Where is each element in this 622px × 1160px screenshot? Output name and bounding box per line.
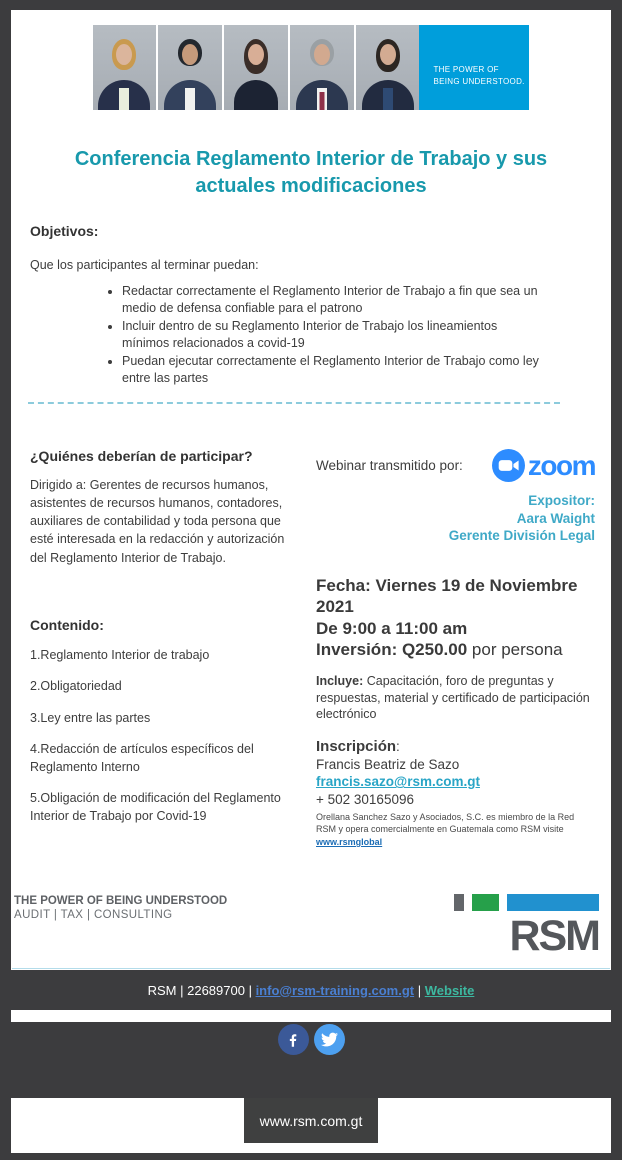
email-container [0,10,622,1153]
participants-body: Dirigido a: Gerentes de recursos humanos, asistentes de recursos humanos, contadores, auxiliares de contabilidad y toda persona que esté interesada en la redacción y autorización del Reglamento Interior de Trabajo. [30,478,285,565]
rsm-logo-blue-block [507,894,599,911]
rsm-brand-footer [14,894,599,958]
website-button[interactable]: www.rsm.com.gt [244,1098,378,1143]
spacer-strip [11,1010,611,1022]
speaker-block [316,492,595,545]
banner-photo-person-4 [290,25,354,110]
facebook-icon [284,1031,302,1049]
event-details [316,575,578,661]
rsm-logo-green-block [472,894,499,911]
event-price-amount: Inversión: Q250.00 [316,640,468,660]
includes-label: Incluye: [316,673,364,688]
rsm-tagline: THE POWER OF BEING UNDERSTOOD [14,894,228,907]
registration-email-link[interactable]: francis.sazo@rsm.com.gt [316,774,480,790]
header-banner [93,25,530,110]
banner-tagline-line2: BEING UNDERSTOOD. [433,77,525,87]
bottom-area [11,1098,611,1153]
banner-photo-person-5 [356,25,420,110]
banner-photo-person-3 [224,25,288,110]
registration-heading-colon: : [396,738,400,754]
twitter-button[interactable] [314,1024,345,1055]
participants-heading: ¿Quiénes deberían de participar? [30,448,253,464]
content-item: 1.Reglamento Interior de trabajo [30,647,210,662]
registration-contact-name: Francis Beatriz de Sazo [316,757,460,773]
dashed-divider [28,402,560,404]
content-item: 3.Ley entre las partes [30,710,151,725]
right-column [316,448,595,849]
event-price-unit: por persona [467,640,563,660]
event-price [316,639,578,661]
left-column [30,448,298,849]
webinar-label: Webinar transmitido por: [316,458,463,473]
contact-website-link[interactable]: Website [424,982,475,998]
objectives-heading: Objetivos: [30,223,99,239]
details-section [11,448,611,849]
objectives-bullet: • Redactar correctamente el Reglamento Interior de Trabajo a fin que sea un medio de defensa confiable para el patrono [122,283,547,316]
banner-tagline-block [419,25,529,110]
email-body [11,10,611,970]
rsm-logo [454,894,599,958]
zoom-wordmark: zoom [527,449,595,481]
rsm-logo-blocks [454,894,599,911]
contact-email-link[interactable]: info@rsm-training.com.gt [255,982,415,998]
contact-bar [0,970,622,1010]
banner-photo-person-2 [158,25,222,110]
content-item: 2.Obligatoriedad [30,679,122,694]
footer-divider [12,968,610,969]
objectives-intro: Que los participantes al terminar puedan: [30,258,259,272]
registration-block [316,737,595,849]
objectives-bullet: • Puedan ejecutar correctamente el Reglamento Interior de Trabajo como ley entre las partes [122,353,547,386]
registration-phone: + 502 30165096 [316,791,414,807]
objectives-list [30,283,547,386]
event-date: Fecha: Viernes 19 de Noviembre 2021 [316,575,578,617]
legal-rsmglobal-link[interactable]: www.rsmglobal [316,837,383,847]
page-title: Conferencia Reglamento Interior de Trabajo y sus actuales modificaciones [74,148,548,197]
webinar-row [316,449,595,482]
banner-tagline-line1: THE POWER OF [433,65,499,74]
content-item: 5.Obligación de modificación del Reglamento Interior de Trabajo por Covid-19 [30,791,281,823]
rsm-wordmark: RSM [509,911,599,960]
legal-text-body: Orellana Sanchez Sazo y Asociados, S.C. es miembro de la Red RSM y opera comercialmente en Guatemala como RSM visite [316,811,575,835]
twitter-icon [321,1031,338,1048]
legal-text [316,811,595,849]
speaker-role: Gerente División Legal [448,528,595,544]
objectives-bullet: • Incluir dentro de su Reglamento Interior de Trabajo los lineamientos mínimos relacionados a covid-19 [122,318,547,351]
speaker-heading: Expositor: [528,493,595,508]
rsm-tagline-block [14,894,227,923]
event-time: De 9:00 a 11:00 am [316,618,468,638]
rsm-services: AUDIT | TAX | CONSULTING [14,908,173,921]
includes-text: Capacitación, foro de preguntas y respuestas, material y certificado de participación electrónico [316,673,590,722]
contact-company: RSM | 22689700 | [147,982,256,998]
banner-photo-person-1 [93,25,157,110]
zoom-video-camera-icon [492,449,525,482]
facebook-button[interactable] [278,1024,309,1055]
speaker-name: Aara Waight [516,510,595,526]
includes-block [316,673,595,723]
rsm-logo-gray-block [454,894,464,911]
content-heading: Contenido: [30,616,104,633]
social-bar [0,1022,622,1088]
content-item: 4.Redacción de artículos específicos del Reglamento Interno [30,742,254,774]
contact-divider: | [414,982,425,998]
zoom-logo [492,449,595,482]
registration-heading: Inscripción [316,737,397,755]
